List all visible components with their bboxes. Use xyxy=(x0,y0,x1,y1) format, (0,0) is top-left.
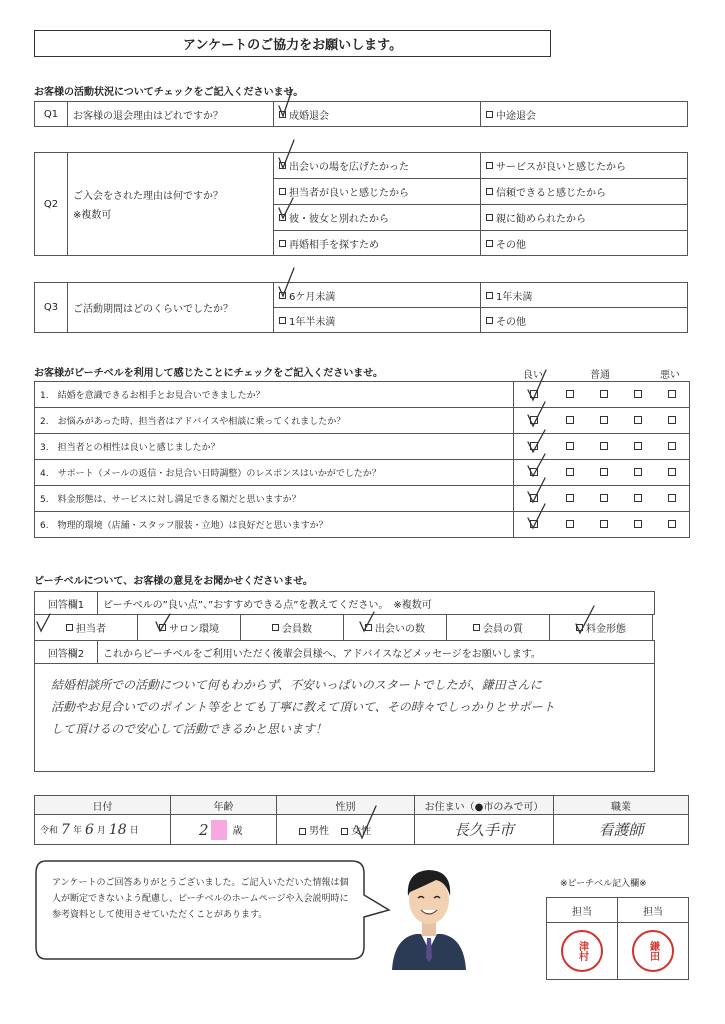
option-label: その他 xyxy=(496,239,526,251)
job-header: 職業 xyxy=(553,795,689,815)
checkbox[interactable] xyxy=(279,188,286,195)
checkbox[interactable] xyxy=(279,111,286,118)
checkbox[interactable] xyxy=(486,214,493,221)
option-label: 親に勧められたから xyxy=(496,214,586,225)
staff-section-title: ※ピーチベル記入欄※ xyxy=(560,879,647,889)
stamp-seal xyxy=(632,930,674,972)
q2-option-3[interactable] xyxy=(273,178,481,205)
checkbox[interactable] xyxy=(279,317,286,324)
q2-question-cell xyxy=(67,152,274,256)
era: 令和 xyxy=(40,826,59,836)
rating-checkbox-5[interactable] xyxy=(668,468,676,476)
rating-checkbox-2[interactable] xyxy=(566,416,574,424)
option-label: 女性 xyxy=(351,826,371,837)
day-value: 18 xyxy=(108,821,127,838)
rating-checkbox-3[interactable] xyxy=(600,390,608,398)
option-label: 中途退会 xyxy=(496,110,536,122)
female-option[interactable] xyxy=(341,822,371,837)
rating-checkbox-1[interactable] xyxy=(530,520,538,528)
option-label: 担当者が良いと感じたから xyxy=(289,188,409,199)
rating-checkbox-5[interactable] xyxy=(668,390,676,398)
q1-num: Q1 xyxy=(34,101,68,127)
q3-option-4[interactable] xyxy=(480,307,688,333)
date-header: 日付 xyxy=(34,795,171,815)
answer1-option-1[interactable] xyxy=(34,614,138,641)
option-label: 1年半未満 xyxy=(289,316,336,328)
rating-checkbox-5[interactable] xyxy=(668,494,676,502)
rating-checkbox-4[interactable] xyxy=(634,494,642,502)
rating-question: 4. サポート（メールの返信・お見合い日時調整）のレスポンスはいかがでしたか？ xyxy=(34,459,514,486)
rating-checkbox-5[interactable] xyxy=(668,520,676,528)
checkbox[interactable] xyxy=(279,240,286,247)
q3-option-1[interactable] xyxy=(273,282,481,308)
answer2-prompt: これからピーチベルをご利用いただく後輩会員様へ、アドバイスなどメッセージをお願いします。 xyxy=(97,640,655,664)
rating-checkbox-1[interactable] xyxy=(530,390,538,398)
checkbox[interactable] xyxy=(486,292,493,299)
checkbox[interactable] xyxy=(486,317,493,324)
title-box xyxy=(34,30,551,57)
rating-question: 2. お悩みがあった時、担当者はアドバイスや相談に乗ってくれましたか？ xyxy=(34,407,514,434)
section3-title: ピーチベルについて、お客様の意見をお聞かせくださいませ。 xyxy=(34,576,313,587)
q1-option-1[interactable] xyxy=(273,101,481,127)
checkbox[interactable] xyxy=(341,828,348,835)
q2-option-8[interactable] xyxy=(480,230,688,256)
rating-label-good: 良い xyxy=(523,370,543,381)
rating-checkbox-3[interactable] xyxy=(600,416,608,424)
rating-question: 5. 料金形態は、サービスに対し満足できる額だと思いますか？ xyxy=(34,485,514,512)
gender-header: 性別 xyxy=(276,795,415,815)
q3-option-2[interactable] xyxy=(480,282,688,308)
checkbox[interactable] xyxy=(299,828,306,835)
rating-question: 1. 結婚を意識できるお相手とお見合いできましたか？ xyxy=(34,381,514,408)
option-label: 成婚退会 xyxy=(289,110,329,122)
checkbox[interactable] xyxy=(272,624,279,631)
rating-checkbox-5[interactable] xyxy=(668,416,676,424)
rating-question: 6. 物理的環境（店舗・スタッフ服装・立地）は良好だと思いますか？ xyxy=(34,511,514,538)
gender-field xyxy=(276,814,415,845)
answer1-label: 回答欄1 xyxy=(34,591,98,615)
year-unit: 年 xyxy=(72,826,82,836)
checkbox[interactable] xyxy=(365,624,372,631)
q3-question: ご活動期間はどのくらいでしたか？ xyxy=(67,282,274,333)
q2-question: ご入会をされた理由は何ですか？ xyxy=(73,191,223,202)
rating-checkbox-4[interactable] xyxy=(634,520,642,528)
answer1-option-4[interactable] xyxy=(343,614,447,641)
option-label: サービスが良いと感じたから xyxy=(496,162,626,173)
rating-checkbox-2[interactable] xyxy=(566,442,574,450)
rating-checkbox-4[interactable] xyxy=(634,468,642,476)
option-label: 料金形態 xyxy=(586,624,626,635)
message-line: 結婚相談所での活動について何もわからず、不安いっぱいのスタートでしたが、鎌田さんに xyxy=(51,678,542,692)
answer1-option-5[interactable] xyxy=(446,614,550,641)
checkbox[interactable] xyxy=(279,292,286,299)
day-unit: 日 xyxy=(129,826,139,836)
checkbox[interactable] xyxy=(279,162,286,169)
rating-checkbox-2[interactable] xyxy=(566,520,574,528)
q2-option-2[interactable] xyxy=(480,152,688,179)
page-title: アンケートのご協力をお願いします。 xyxy=(182,38,403,53)
option-label: サロン環境 xyxy=(169,624,219,635)
q2-option-4[interactable] xyxy=(480,178,688,205)
message-line: して頂けるので安心して活動できるかと思います！ xyxy=(51,722,328,736)
age-unit: 歳 xyxy=(232,826,243,837)
option-label: その他 xyxy=(496,316,526,328)
checkbox[interactable] xyxy=(473,624,480,631)
stamp-text: 鎌田 xyxy=(647,941,659,961)
checkbox[interactable] xyxy=(486,240,493,247)
rating-checkbox-2[interactable] xyxy=(566,468,574,476)
option-label: 担当者 xyxy=(76,624,106,635)
staff-avatar xyxy=(388,858,470,970)
q1-question: お客様の退会理由はどれですか？ xyxy=(67,101,274,127)
option-label: 再婚相手を探すため xyxy=(289,239,379,251)
staff-label-2: 担当 xyxy=(617,897,689,923)
date-field[interactable] xyxy=(34,814,171,845)
answer1-option-3[interactable] xyxy=(240,614,344,641)
q2-option-7[interactable] xyxy=(273,230,481,256)
q3-num: Q3 xyxy=(34,282,68,333)
q2-option-6[interactable] xyxy=(480,204,688,231)
answer2-label: 回答欄2 xyxy=(34,640,98,664)
male-option[interactable] xyxy=(299,822,329,837)
q2-option-1[interactable] xyxy=(273,152,481,179)
rating-checkbox-3[interactable] xyxy=(600,442,608,450)
option-label: 出会いの場を広げたかった xyxy=(289,162,409,173)
checkbox[interactable] xyxy=(486,188,493,195)
rating-checkbox-4[interactable] xyxy=(634,442,642,450)
rating-checkbox-5[interactable] xyxy=(668,442,676,450)
closing-message: アンケートのご回答ありがとうございました。ご記入いただいた情報は個人が断定できないよう配慮し、ピーチベルのホームページや入会説明時に参考資料として使用させていただくことがあります。 xyxy=(52,878,349,920)
rating-checkbox-3[interactable] xyxy=(600,520,608,528)
answer1-prompt: ピーチベルの”良い点”、”おすすめできる点”を教えてください。 ※複数可 xyxy=(97,591,655,615)
age-field[interactable] xyxy=(170,814,277,845)
staff-stamp-cell-2 xyxy=(617,922,689,980)
month-unit: 月 xyxy=(96,826,106,836)
rating-checkbox-3[interactable] xyxy=(600,494,608,502)
q1-option-2[interactable] xyxy=(480,101,688,127)
stamp-text: 津村 xyxy=(576,941,588,961)
age-header: 年齢 xyxy=(170,795,277,815)
year-value: 7 xyxy=(61,821,70,838)
rating-checkbox-1[interactable] xyxy=(530,468,538,476)
option-label: 信頼できると感じたから xyxy=(496,188,606,199)
q2-option-5[interactable] xyxy=(273,204,481,231)
rating-checkbox-1[interactable] xyxy=(530,416,538,424)
staff-label-1: 担当 xyxy=(546,897,618,923)
rating-checkbox-1[interactable] xyxy=(530,494,538,502)
option-label: 6ケ月未満 xyxy=(289,291,336,303)
stamp-seal xyxy=(561,930,603,972)
answer2-textarea[interactable] xyxy=(34,663,655,772)
rating-label-normal: 普通 xyxy=(590,370,610,381)
option-label: 会員数 xyxy=(282,624,312,635)
option-label: 1年未満 xyxy=(496,291,533,303)
q2-note: ※複数可 xyxy=(73,210,112,221)
message-line: 活動やお見合いでのポイント等をとても丁寧に教えて頂いて、その時々でしっかりとサポート xyxy=(51,700,555,714)
rating-checkbox-2[interactable] xyxy=(566,390,574,398)
option-label: 出会いの数 xyxy=(375,624,425,635)
rating-checkbox-1[interactable] xyxy=(530,442,538,450)
job-field[interactable]: 看護師 xyxy=(553,814,689,845)
rating-label-bad: 悪い xyxy=(660,370,680,381)
answer1-option-2[interactable] xyxy=(137,614,241,641)
staff-stamp-cell-1 xyxy=(546,922,618,980)
checkbox[interactable] xyxy=(486,162,493,169)
option-label: 会員の質 xyxy=(483,624,523,635)
answer1-option-6[interactable] xyxy=(549,614,653,641)
rating-checkbox-3[interactable] xyxy=(600,468,608,476)
checkbox[interactable] xyxy=(576,624,583,631)
rating-checkbox-4[interactable] xyxy=(634,390,642,398)
address-field[interactable]: 長久手市 xyxy=(414,814,554,845)
rating-checkbox-2[interactable] xyxy=(566,494,574,502)
address-header: お住まい（●市のみで可） xyxy=(414,795,554,815)
section1-title: お客様の活動状況についてチェックをご記入くださいませ。 xyxy=(34,87,304,98)
age-redaction xyxy=(211,820,227,840)
age-value: 2 xyxy=(199,820,209,839)
checkbox[interactable] xyxy=(486,111,493,118)
option-label: 彼・彼女と別れたから xyxy=(289,214,389,225)
rating-question: 3. 担当者との相性は良いと感じましたか？ xyxy=(34,433,514,460)
q3-option-3[interactable] xyxy=(273,307,481,333)
rating-checkbox-4[interactable] xyxy=(634,416,642,424)
month-value: 6 xyxy=(84,821,94,838)
option-label: 男性 xyxy=(309,826,329,837)
checkbox[interactable] xyxy=(159,624,166,631)
checkbox[interactable] xyxy=(66,624,73,631)
checkbox[interactable] xyxy=(279,214,286,221)
q2-num: Q2 xyxy=(34,152,68,256)
section2-title: お客様がピーチベルを利用して感じたことにチェックをご記入くださいませ。 xyxy=(34,368,383,379)
